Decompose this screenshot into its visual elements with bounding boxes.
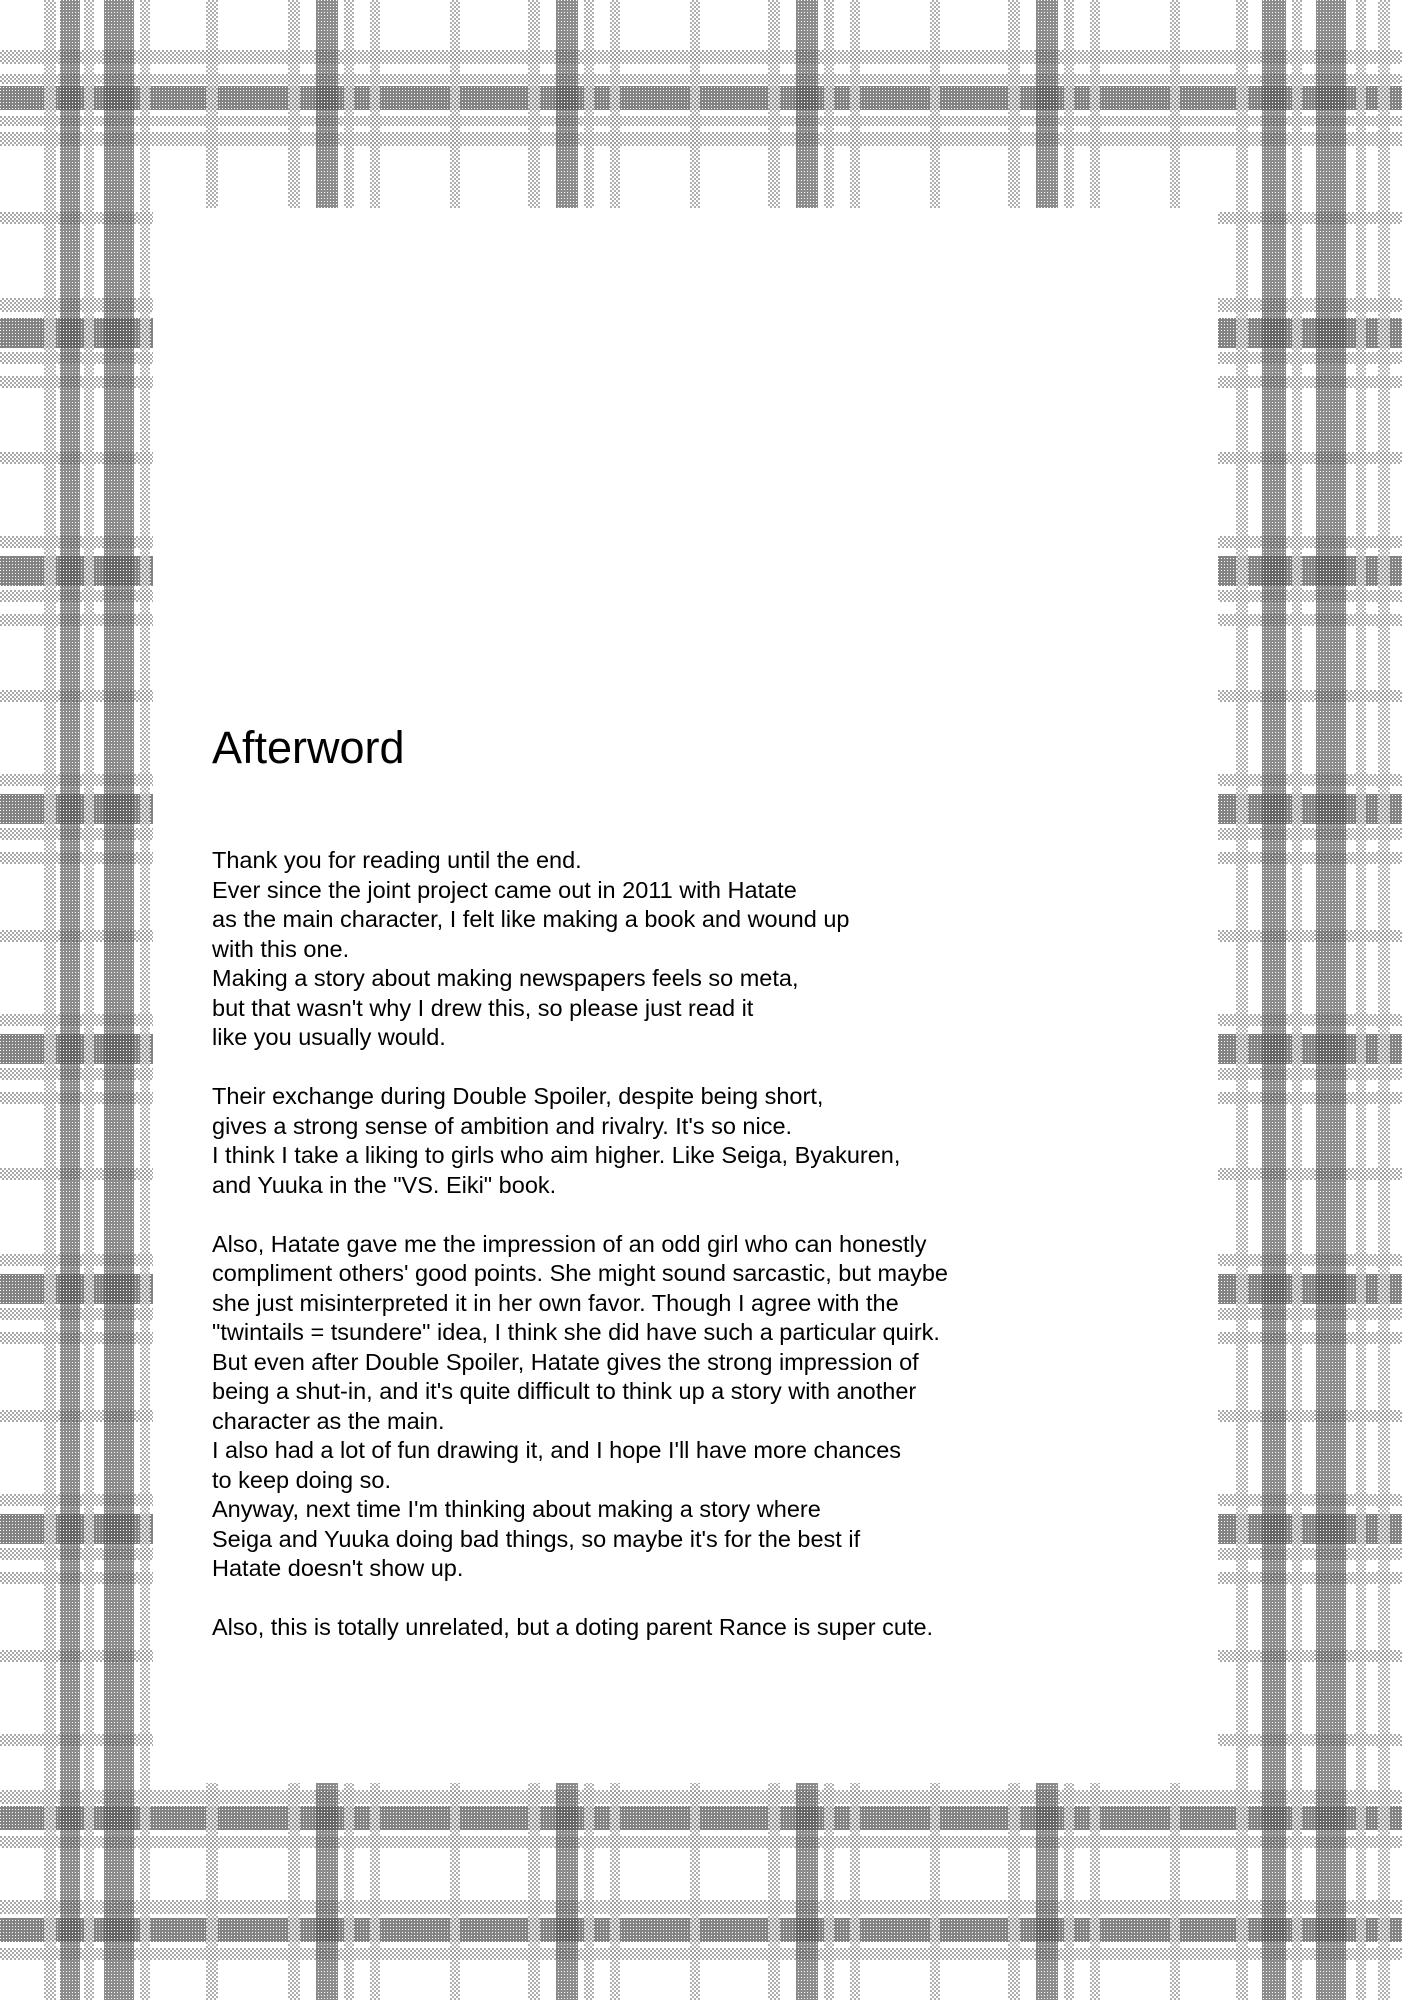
plaid-stripe-vertical xyxy=(1262,0,1286,2000)
text-line: but that wasn't why I drew this, so please just read it xyxy=(212,994,754,1021)
text-line: Also, Hatate gave me the impression of an odd girl who can honestly xyxy=(212,1230,927,1257)
plaid-stripe-vertical xyxy=(1316,0,1346,2000)
plaid-stripe-vertical xyxy=(1292,0,1302,2000)
text-line: and Yuuka in the "VS. Eiki" book. xyxy=(212,1171,557,1198)
text-line: Also, this is totally unrelated, but a doting parent Rance is super cute. xyxy=(212,1614,934,1640)
text-line: Seiga and Yuuka doing bad things, so maybe it's for the best if xyxy=(212,1525,861,1552)
paragraph xyxy=(212,1230,1152,1584)
text-line: to keep doing so. xyxy=(212,1466,391,1493)
page-title: Afterword xyxy=(212,722,405,773)
plaid-stripe-vertical xyxy=(1378,0,1390,2000)
text-line: with this one. xyxy=(212,935,350,962)
text-line: Making a story about making newspapers feels so meta, xyxy=(212,965,799,991)
plaid-stripe-vertical xyxy=(1236,0,1248,2000)
plaid-stripe-vertical xyxy=(1356,0,1366,2000)
text-line: Ever since the joint project came out in 2011 with Hatate xyxy=(212,876,797,903)
text-line: Their exchange during Double Spoiler, despite being short, xyxy=(212,1083,824,1109)
text-line: compliment others' good points. She might sound sarcastic, but maybe xyxy=(212,1260,948,1286)
plaid-stripe-vertical xyxy=(60,0,80,2000)
afterword-body xyxy=(212,846,1152,1672)
text-line: I think I take a liking to girls who aim higher. Like Seiga, Byakuren, xyxy=(212,1142,901,1168)
paragraph xyxy=(212,846,1152,1053)
text-line: Anyway, next time I'm thinking about making a story where xyxy=(212,1496,821,1522)
text-line: Hatate doesn't show up. xyxy=(212,1555,464,1581)
plaid-stripe-vertical xyxy=(44,0,56,2000)
text-line: I also had a lot of fun drawing it, and I hope I'll have more chances xyxy=(212,1437,902,1463)
text-line: gives a strong sense of ambition and rivalry. It's so nice. xyxy=(212,1112,793,1139)
plaid-stripe-vertical xyxy=(140,0,150,2000)
text-line: like you usually would. xyxy=(212,1024,446,1050)
plaid-stripe-vertical xyxy=(104,0,134,2000)
text-line: But even after Double Spoiler, Hatate gives the strong impression of xyxy=(212,1348,919,1375)
text-line: character as the main. xyxy=(212,1407,445,1434)
text-line: "twintails = tsundere" idea, I think she did have such a particular quirk. xyxy=(212,1319,940,1345)
text-line: Thank you for reading until the end. xyxy=(212,847,582,873)
text-line: she just misinterpreted it in her own favor. Though I agree with the xyxy=(212,1289,899,1316)
paragraph xyxy=(212,1082,1152,1200)
plaid-stripe-vertical xyxy=(84,0,94,2000)
text-line: being a shut-in, and it's quite difficult to think up a story with another xyxy=(212,1378,917,1404)
text-line: as the main character, I felt like making a book and wound up xyxy=(212,906,850,932)
paragraph xyxy=(212,1613,1152,1643)
